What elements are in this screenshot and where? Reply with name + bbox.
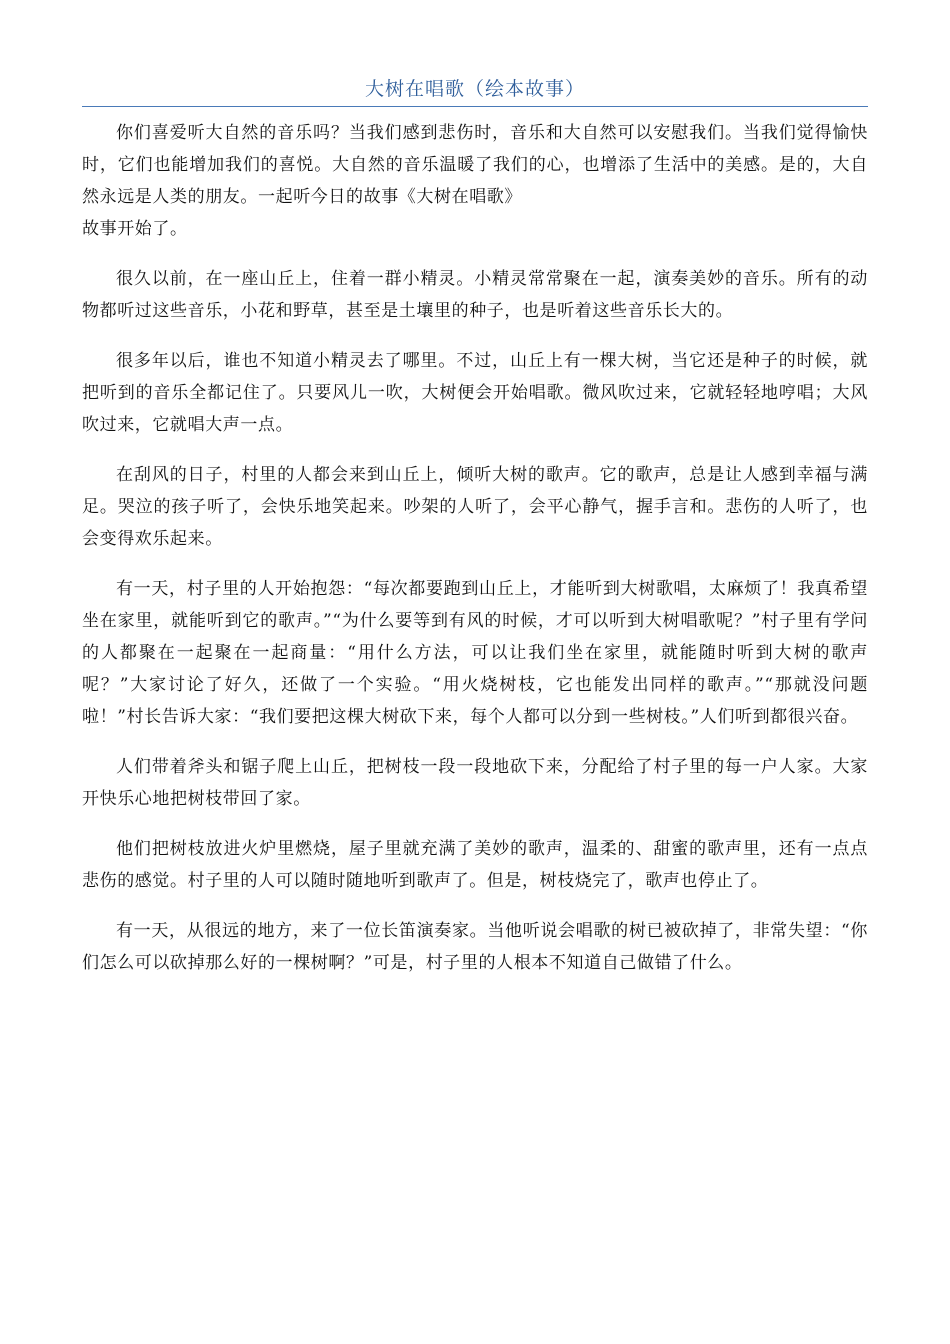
- paragraph-fairies: 很久以前，在一座山丘上，住着一群小精灵。小精灵常常聚在一起，演奏美妙的音乐。所有的动物都听过这些音乐，小花和野草，甚至是土壤里的种子，也是听着这些音乐长大的。: [82, 269, 868, 321]
- paragraph-intro: 你们喜爱听大自然的音乐吗？当我们感到悲伤时，音乐和大自然可以安慰我们。当我们觉得愉快时，它们也能增加我们的喜悦。大自然的音乐温暖了我们的心，也增添了生活中的美感。是的，大自然永远是人类的朋友。一起听今日的故事《大树在唱歌》: [82, 123, 868, 207]
- paragraph-burning: 他们把树枝放进火炉里燃烧，屋子里就充满了美妙的歌声，温柔的、甜蜜的歌声里，还有一点点悲伤的感觉。村子里的人可以随时随地听到歌声了。但是，树枝烧完了，歌声也停止了。: [82, 839, 868, 891]
- paragraph-windy-days: 在刮风的日子，村里的人都会来到山丘上，倾听大树的歌声。它的歌声，总是让人感到幸福与满足。哭泣的孩子听了，会快乐地笑起来。吵架的人听了，会平心静气，握手言和。悲伤的人听了，也会变得欢乐起来。: [82, 465, 868, 549]
- paragraph-complaint: 有一天，村子里的人开始抱怨：“每次都要跑到山丘上，才能听到大树歌唱，太麻烦了！我真希望坐在家里，就能听到它的歌声。”“为什么要等到有风的时候，才可以听到大树唱歌呢？”村子里有学问的人都聚在一起聚在一起商量：“用什么方法，可以让我们坐在家里，就能随时听到大树的歌声呢？”大家讨论了好久，还做了一个实验。“用火烧树枝，它也能发出同样的歌声。”“那就没问题啦！”村长告诉大家：“我们要把这棵大树砍下来，每个人都可以分到一些树枝。”人们听到都很兴奋。: [82, 579, 868, 727]
- paragraph-cutting: 人们带着斧头和锯子爬上山丘，把树枝一段一段地砍下来，分配给了村子里的每一户人家。大家开快乐心地把树枝带回了家。: [82, 757, 868, 809]
- document-page: [82, 74, 868, 997]
- document-title: 大树在唱歌（绘本故事）: [82, 74, 868, 107]
- paragraph-story-start: 故事开始了。: [82, 219, 188, 239]
- paragraph-flutist: 有一天，从很远的地方，来了一位长笛演奏家。当他听说会唱歌的树已被砍掉了，非常失望：“你们怎么可以砍掉那么好的一棵树啊？”可是，村子里的人根本不知道自己做错了什么。: [82, 921, 868, 973]
- paragraph-big-tree: 很多年以后，谁也不知道小精灵去了哪里。不过，山丘上有一棵大树，当它还是种子的时候，就把听到的音乐全都记住了。只要风儿一吹，大树便会开始唱歌。微风吹过来，它就轻轻地哼唱；大风吹过来，它就唱大声一点。: [82, 351, 868, 435]
